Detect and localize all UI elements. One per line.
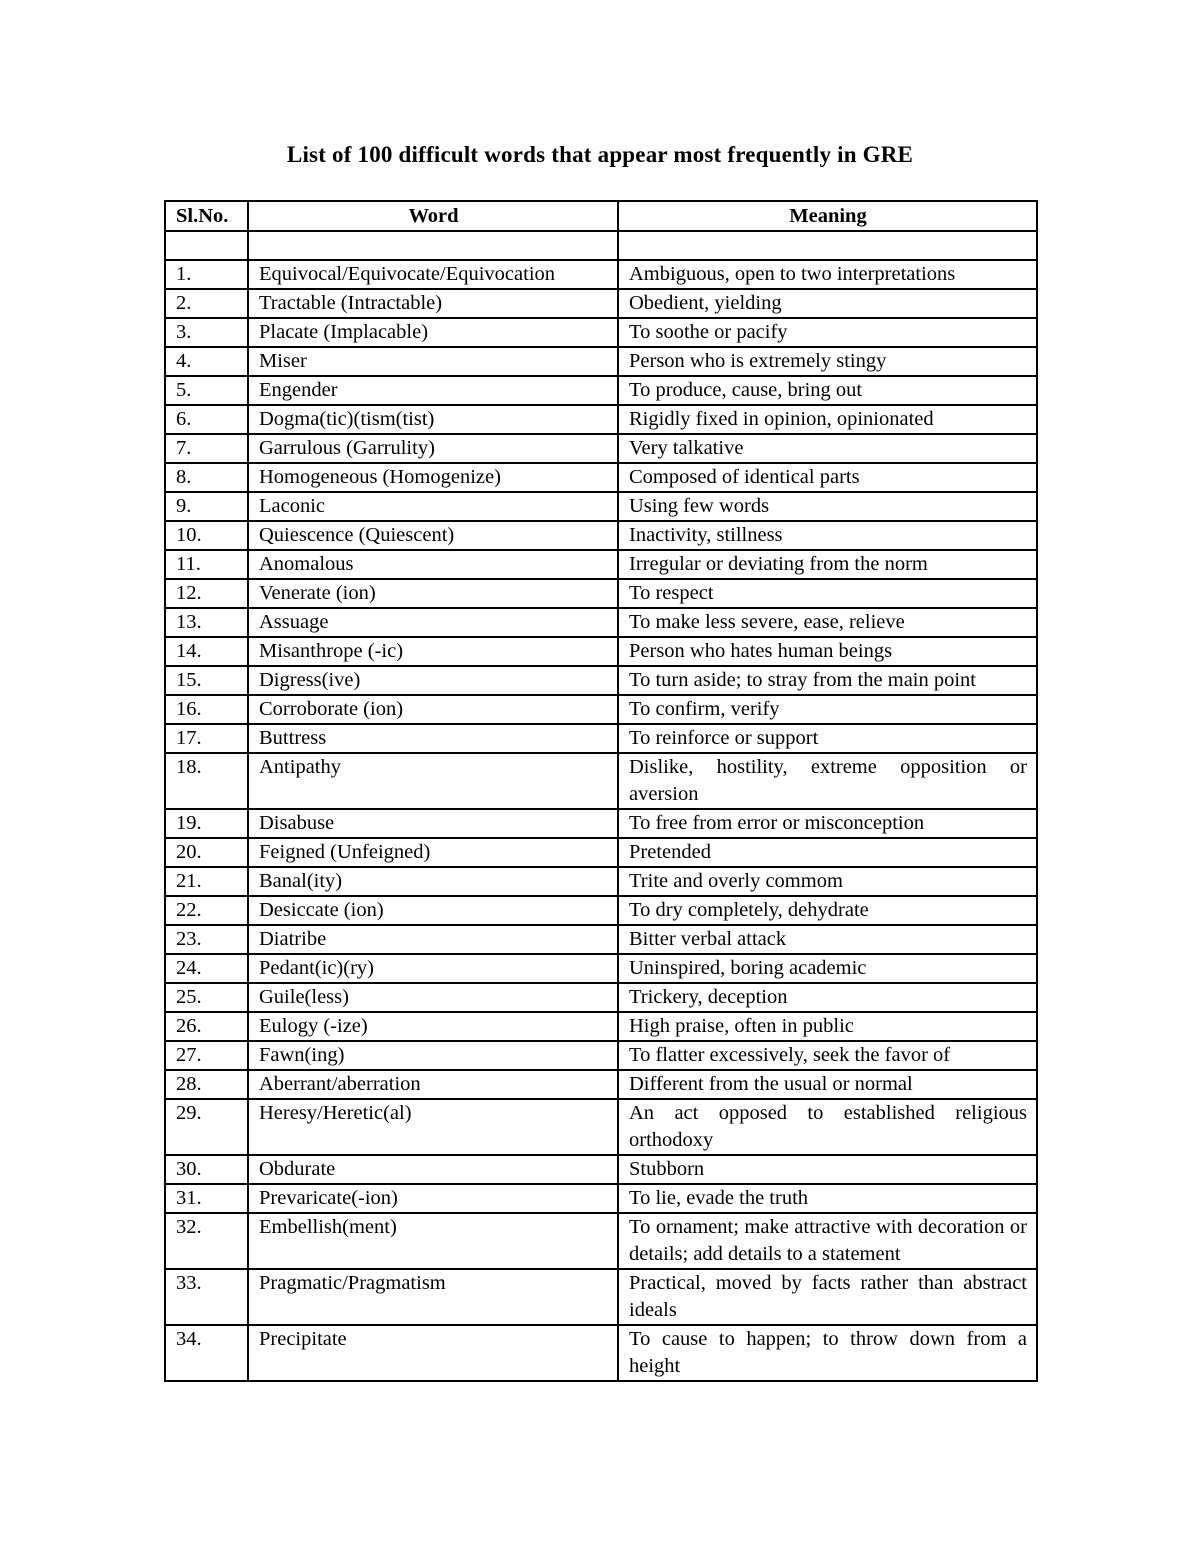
meaning-cell: High praise, often in public	[618, 1012, 1037, 1041]
row-number-cell: 25.	[165, 983, 248, 1012]
table-row	[165, 608, 1037, 637]
row-number-cell: 30.	[165, 1155, 248, 1184]
meaning-cell: To lie, evade the truth	[618, 1184, 1037, 1213]
row-number-cell: 26.	[165, 1012, 248, 1041]
word-cell: Fawn(ing)	[248, 1041, 618, 1070]
meaning-cell: Person who is extremely stingy	[618, 347, 1037, 376]
row-number-cell: 9.	[165, 492, 248, 521]
row-number-cell: 4.	[165, 347, 248, 376]
table-row	[165, 347, 1037, 376]
word-cell: Antipathy	[248, 753, 618, 809]
table-row	[165, 579, 1037, 608]
word-cell: Heresy/Heretic(al)	[248, 1099, 618, 1155]
word-cell: Guile(less)	[248, 983, 618, 1012]
word-cell: Pedant(ic)(ry)	[248, 954, 618, 983]
word-cell: Anomalous	[248, 550, 618, 579]
meaning-cell: Very talkative	[618, 434, 1037, 463]
word-cell: Diatribe	[248, 925, 618, 954]
meaning-cell: Different from the usual or normal	[618, 1070, 1037, 1099]
row-number-cell: 7.	[165, 434, 248, 463]
word-cell: Miser	[248, 347, 618, 376]
meaning-cell: Pretended	[618, 838, 1037, 867]
table-row	[165, 983, 1037, 1012]
word-cell: Corroborate (ion)	[248, 695, 618, 724]
table-row	[165, 753, 1037, 809]
row-number-cell: 21.	[165, 867, 248, 896]
table-row	[165, 318, 1037, 347]
word-cell: Aberrant/aberration	[248, 1070, 618, 1099]
meaning-cell: Composed of identical parts	[618, 463, 1037, 492]
row-number-cell: 6.	[165, 405, 248, 434]
vocabulary-table	[164, 200, 1038, 1382]
row-number-cell: 32.	[165, 1213, 248, 1269]
row-number-cell: 14.	[165, 637, 248, 666]
word-cell: Equivocal/Equivocate/Equivocation	[248, 260, 618, 289]
word-cell: Obdurate	[248, 1155, 618, 1184]
row-number-cell: 13.	[165, 608, 248, 637]
table-row	[165, 550, 1037, 579]
page-title: List of 100 difficult words that appear most frequently in GRE	[286, 142, 914, 167]
word-cell: Engender	[248, 376, 618, 405]
word-cell: Homogeneous (Homogenize)	[248, 463, 618, 492]
meaning-cell: Obedient, yielding	[618, 289, 1037, 318]
row-number-cell: 27.	[165, 1041, 248, 1070]
table-row	[165, 1012, 1037, 1041]
table-row	[165, 867, 1037, 896]
row-number-cell: 5.	[165, 376, 248, 405]
row-number-cell: 11.	[165, 550, 248, 579]
row-number-cell: 20.	[165, 838, 248, 867]
table-row	[165, 1155, 1037, 1184]
meaning-cell: To ornament; make attractive with decoration or details; add details to a statement	[618, 1213, 1037, 1269]
word-cell: Tractable (Intractable)	[248, 289, 618, 318]
table-row	[165, 838, 1037, 867]
row-number-cell: 34.	[165, 1325, 248, 1381]
word-cell: Dogma(tic)(tism(tist)	[248, 405, 618, 434]
meaning-cell: To respect	[618, 579, 1037, 608]
table-row	[165, 1184, 1037, 1213]
table-row	[165, 463, 1037, 492]
table-row	[165, 1325, 1037, 1381]
word-cell: Venerate (ion)	[248, 579, 618, 608]
meaning-cell: To turn aside; to stray from the main point	[618, 666, 1037, 695]
row-number-cell: 33.	[165, 1269, 248, 1325]
row-number-cell: 28.	[165, 1070, 248, 1099]
meaning-cell: To flatter excessively, seek the favor of	[618, 1041, 1037, 1070]
word-cell: Laconic	[248, 492, 618, 521]
empty-cell	[165, 231, 248, 260]
word-cell: Prevaricate(-ion)	[248, 1184, 618, 1213]
header-meaning: Meaning	[618, 201, 1037, 231]
word-cell: Eulogy (-ize)	[248, 1012, 618, 1041]
meaning-cell: To reinforce or support	[618, 724, 1037, 753]
row-number-cell: 17.	[165, 724, 248, 753]
word-cell: Digress(ive)	[248, 666, 618, 695]
meaning-cell: To make less severe, ease, relieve	[618, 608, 1037, 637]
meaning-cell: To cause to happen; to throw down from a height	[618, 1325, 1037, 1381]
row-number-cell: 19.	[165, 809, 248, 838]
table-row	[165, 492, 1037, 521]
word-cell: Misanthrope (-ic)	[248, 637, 618, 666]
row-number-cell: 3.	[165, 318, 248, 347]
table-row	[165, 637, 1037, 666]
table-row	[165, 1213, 1037, 1269]
table-row	[165, 1099, 1037, 1155]
word-cell: Buttress	[248, 724, 618, 753]
row-number-cell: 8.	[165, 463, 248, 492]
row-number-cell: 10.	[165, 521, 248, 550]
meaning-cell: To dry completely, dehydrate	[618, 896, 1037, 925]
empty-cell	[618, 231, 1037, 260]
meaning-cell: Using few words	[618, 492, 1037, 521]
table-row	[165, 521, 1037, 550]
meaning-cell: To free from error or misconception	[618, 809, 1037, 838]
table-row	[165, 376, 1037, 405]
meaning-cell: Trickery, deception	[618, 983, 1037, 1012]
table-row	[165, 289, 1037, 318]
word-cell: Disabuse	[248, 809, 618, 838]
row-number-cell: 22.	[165, 896, 248, 925]
table-body	[165, 231, 1037, 1381]
table-row	[165, 809, 1037, 838]
word-cell: Precipitate	[248, 1325, 618, 1381]
meaning-cell: An act opposed to established religious orthodoxy	[618, 1099, 1037, 1155]
row-number-cell: 23.	[165, 925, 248, 954]
row-number-cell: 16.	[165, 695, 248, 724]
word-cell: Garrulous (Garrulity)	[248, 434, 618, 463]
table-row	[165, 260, 1037, 289]
word-cell: Banal(ity)	[248, 867, 618, 896]
row-number-cell: 12.	[165, 579, 248, 608]
table-row	[165, 405, 1037, 434]
row-number-cell: 1.	[165, 260, 248, 289]
row-number-cell: 31.	[165, 1184, 248, 1213]
row-number-cell: 15.	[165, 666, 248, 695]
meaning-cell: To soothe or pacify	[618, 318, 1037, 347]
meaning-cell: To confirm, verify	[618, 695, 1037, 724]
word-cell: Placate (Implacable)	[248, 318, 618, 347]
meaning-cell: Stubborn	[618, 1155, 1037, 1184]
empty-cell	[248, 231, 618, 260]
word-cell: Pragmatic/Pragmatism	[248, 1269, 618, 1325]
table-row	[165, 954, 1037, 983]
word-cell: Desiccate (ion)	[248, 896, 618, 925]
table-row	[165, 724, 1037, 753]
meaning-cell: Ambiguous, open to two interpretations	[618, 260, 1037, 289]
meaning-cell: Inactivity, stillness	[618, 521, 1037, 550]
word-cell: Assuage	[248, 608, 618, 637]
table-row	[165, 896, 1037, 925]
table-row	[165, 434, 1037, 463]
row-number-cell: 24.	[165, 954, 248, 983]
table-row	[165, 695, 1037, 724]
meaning-cell: Practical, moved by facts rather than abstract ideals	[618, 1269, 1037, 1325]
meaning-cell: Person who hates human beings	[618, 637, 1037, 666]
meaning-cell: Bitter verbal attack	[618, 925, 1037, 954]
table-row	[165, 1269, 1037, 1325]
meaning-cell: Uninspired, boring academic	[618, 954, 1037, 983]
table-row	[165, 1070, 1037, 1099]
meaning-cell: Irregular or deviating from the norm	[618, 550, 1037, 579]
meaning-cell: Rigidly fixed in opinion, opinionated	[618, 405, 1037, 434]
row-number-cell: 29.	[165, 1099, 248, 1155]
table-row	[165, 925, 1037, 954]
header-number: Sl.No.	[165, 201, 248, 231]
table-row	[165, 1041, 1037, 1070]
table-row	[165, 666, 1037, 695]
meaning-cell: To produce, cause, bring out	[618, 376, 1037, 405]
row-number-cell: 18.	[165, 753, 248, 809]
word-cell: Quiescence (Quiescent)	[248, 521, 618, 550]
meaning-cell: Trite and overly commom	[618, 867, 1037, 896]
empty-row	[165, 231, 1037, 260]
header-word: Word	[248, 201, 618, 231]
row-number-cell: 2.	[165, 289, 248, 318]
word-cell: Feigned (Unfeigned)	[248, 838, 618, 867]
word-cell: Embellish(ment)	[248, 1213, 618, 1269]
table-header-row	[165, 201, 1037, 231]
meaning-cell: Dislike, hostility, extreme opposition or aversion	[618, 753, 1037, 809]
